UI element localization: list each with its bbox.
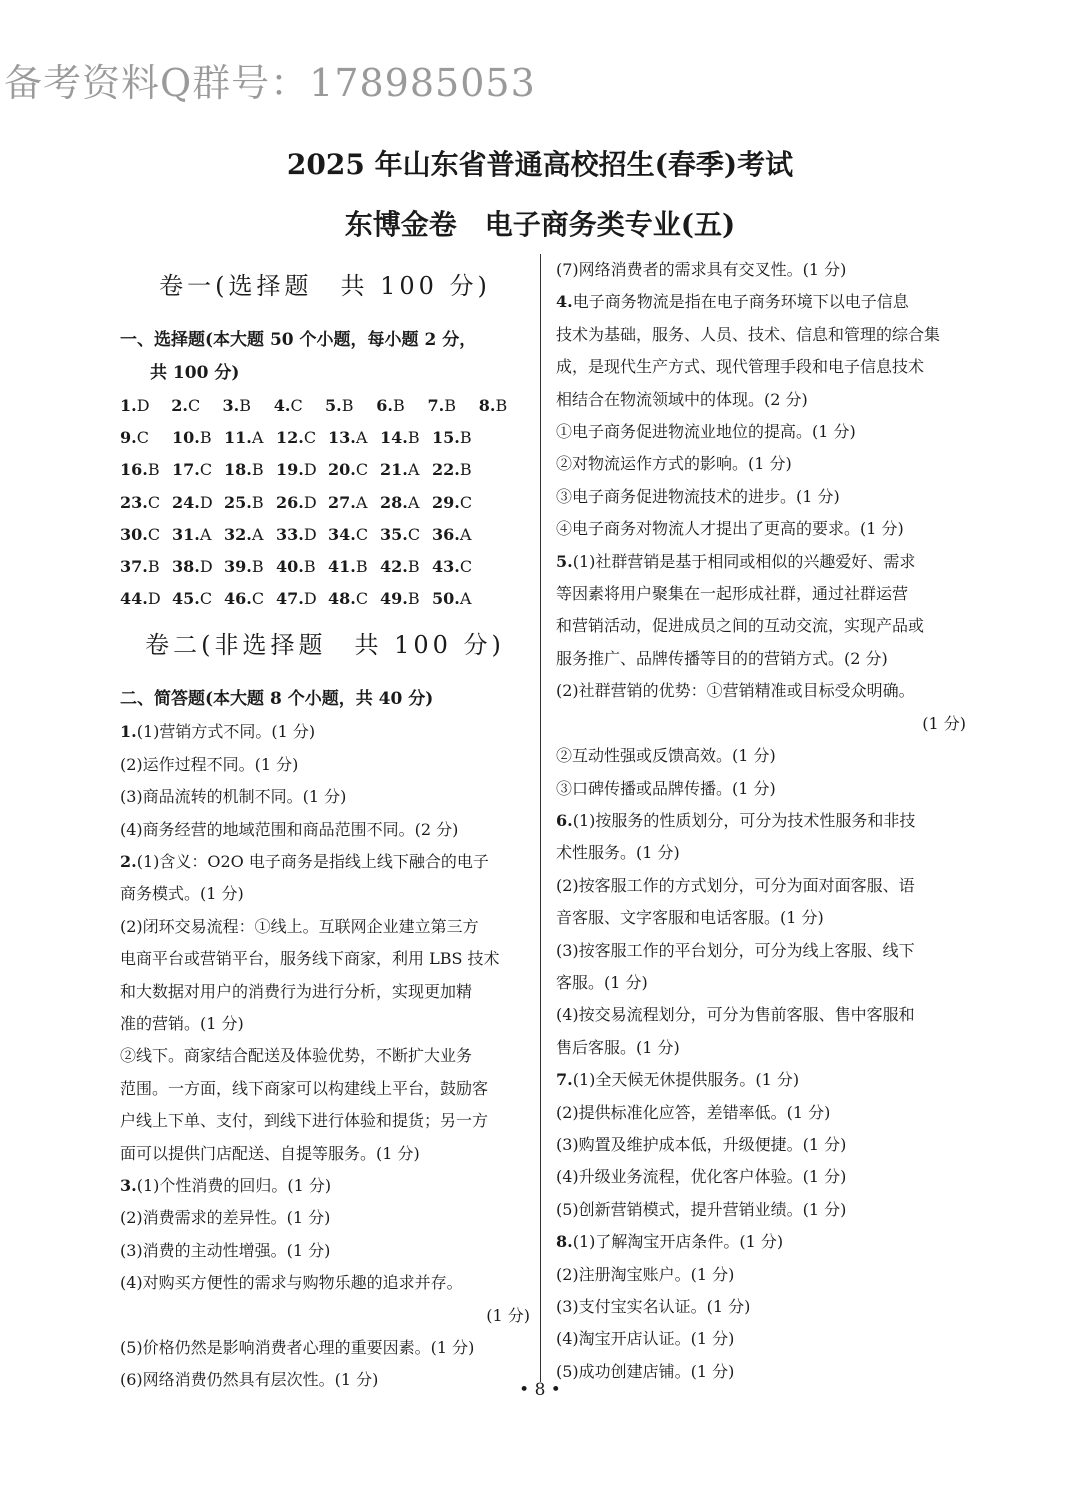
answer-letter: B bbox=[392, 396, 405, 415]
answer-letter: B bbox=[251, 492, 264, 512]
answer-letter: D bbox=[147, 589, 161, 609]
column-divider bbox=[540, 254, 541, 1382]
answer-letter: C bbox=[303, 428, 317, 448]
answer-text: (2)按客服工作的方式划分，可分为面对面客服、语 bbox=[556, 875, 915, 895]
answer-cell bbox=[120, 519, 172, 551]
question-number: 49. bbox=[380, 589, 408, 609]
answer-row bbox=[120, 519, 530, 551]
answer-line bbox=[556, 837, 966, 869]
question-number: 21. bbox=[380, 460, 408, 480]
answer-letter: A bbox=[459, 524, 472, 544]
answer-line bbox=[556, 1064, 966, 1096]
answer-letter: A bbox=[355, 428, 368, 448]
question-number: 1. bbox=[120, 396, 137, 415]
answer-text: (1)全天候无休提供服务。(1 分) bbox=[572, 1070, 800, 1090]
question-number: 8. bbox=[478, 396, 496, 415]
answer-letter: B bbox=[199, 428, 212, 448]
answer-cell bbox=[276, 422, 328, 454]
answer-line bbox=[120, 911, 530, 943]
answer-letter: A bbox=[251, 524, 264, 544]
answer-text: 服务推广、品牌传播等目的的营销方式。(2 分) bbox=[556, 648, 888, 668]
answer-cell bbox=[328, 519, 380, 551]
answer-letter: A bbox=[407, 460, 420, 480]
answer-text: (2)社群营销的优势：①营销精准或目标受众明确。 bbox=[556, 681, 915, 701]
answer-text: (2)闭环交易流程：①线上。互联网企业建立第三方 bbox=[120, 916, 479, 936]
answer-text: (3)商品流转的机制不同。(1 分) bbox=[120, 787, 347, 807]
answer-cell bbox=[224, 551, 276, 583]
left-column bbox=[120, 266, 530, 1397]
question-number: 12. bbox=[276, 428, 304, 448]
answer-line bbox=[120, 1073, 530, 1105]
answer-line bbox=[556, 546, 966, 578]
answer-text: (5)成功创建店铺。(1 分) bbox=[556, 1361, 735, 1381]
answer-letter: B bbox=[251, 556, 264, 576]
answer-line bbox=[120, 749, 530, 781]
answer-text: (4)商务经营的地域范围和商品范围不同。(2 分) bbox=[120, 819, 459, 839]
answer-text: 范围。一方面，线下商家可以构建线上平台，鼓励客 bbox=[120, 1078, 489, 1098]
question-number: 30. bbox=[120, 524, 148, 544]
answer-text: (2)消费需求的差异性。(1 分) bbox=[120, 1208, 331, 1228]
question-number: 15. bbox=[432, 428, 460, 448]
answer-letter: B bbox=[239, 396, 251, 415]
answer-cell bbox=[380, 583, 432, 615]
answer-text: (5)创新营销模式，提升营销业绩。(1 分) bbox=[556, 1199, 847, 1219]
answer-line bbox=[120, 716, 530, 748]
question-number: 27. bbox=[328, 492, 356, 512]
answer-line bbox=[556, 1323, 966, 1355]
answer-line bbox=[120, 1300, 530, 1332]
answer-line bbox=[556, 1129, 966, 1161]
answer-text: 和大数据对用户的消费行为进行分析，实现更加精 bbox=[120, 981, 473, 1001]
question-number: 38. bbox=[172, 556, 200, 576]
question-number: 33. bbox=[276, 524, 304, 544]
answer-cell bbox=[172, 583, 224, 615]
answer-line bbox=[556, 708, 966, 740]
answer-letter: B bbox=[251, 460, 264, 480]
answer-letter: B bbox=[147, 556, 160, 576]
answer-text: ④电子商务对物流人才提出了更高的要求。(1 分) bbox=[556, 519, 904, 539]
answer-row bbox=[120, 583, 530, 615]
answer-line bbox=[120, 781, 530, 813]
answer-line bbox=[556, 286, 966, 318]
answer-cell bbox=[172, 519, 224, 551]
answer-line bbox=[120, 976, 530, 1008]
answer-cell bbox=[224, 583, 276, 615]
answer-letter: D bbox=[303, 589, 317, 609]
answer-cell bbox=[120, 390, 171, 422]
question-number: 4. bbox=[273, 396, 291, 415]
answer-line bbox=[120, 1170, 530, 1202]
answer-text: ①电子商务促进物流业地位的提高。(1 分) bbox=[556, 422, 856, 442]
answer-cell bbox=[328, 454, 380, 486]
answer-line bbox=[556, 999, 966, 1031]
question-number: 48. bbox=[328, 589, 356, 609]
answer-cell bbox=[172, 487, 224, 519]
question-number: 7. bbox=[556, 1070, 573, 1090]
paper2-heading: 卷二(非选择题 共 100 分) bbox=[145, 631, 505, 660]
answer-line bbox=[556, 870, 966, 902]
answer-text: 电子商务物流是指在电子商务环境下以电子信息 bbox=[572, 292, 909, 312]
answer-cell bbox=[432, 551, 484, 583]
answer-letter: B bbox=[444, 396, 456, 415]
answer-letter: D bbox=[199, 492, 213, 512]
question-number: 20. bbox=[328, 460, 356, 480]
answer-text: (3)按客服工作的平台划分，可分为线上客服、线下 bbox=[556, 940, 915, 960]
answer-cell bbox=[224, 454, 276, 486]
answer-cell bbox=[120, 454, 172, 486]
answer-cell bbox=[120, 422, 172, 454]
answer-line bbox=[556, 967, 966, 999]
question-number: 11. bbox=[224, 428, 252, 448]
page-number: • 8 • bbox=[519, 1380, 561, 1400]
answer-cell bbox=[120, 583, 172, 615]
answer-cell bbox=[172, 551, 224, 583]
answer-text: (1 分) bbox=[922, 713, 966, 733]
answer-text: (2)注册淘宝账户。(1 分) bbox=[556, 1264, 735, 1284]
answer-row bbox=[120, 454, 530, 486]
answer-text: (1)按服务的性质划分，可分为技术性服务和非技 bbox=[572, 810, 916, 830]
answer-line bbox=[556, 935, 966, 967]
question-number: 35. bbox=[380, 524, 408, 544]
answer-letter: B bbox=[459, 428, 472, 448]
answer-cell bbox=[376, 390, 427, 422]
answer-text: (5)价格仍然是影响消费者心理的重要因素。(1 分) bbox=[120, 1338, 475, 1358]
answer-line bbox=[556, 578, 966, 610]
paper1-heading: 卷一(选择题 共 100 分) bbox=[159, 272, 491, 300]
answer-letter: B bbox=[303, 556, 316, 576]
answer-line bbox=[556, 1194, 966, 1226]
answer-line bbox=[556, 805, 966, 837]
answer-letter: A bbox=[199, 524, 212, 544]
answer-cell bbox=[380, 551, 432, 583]
exam-title: 2025 年山东省普通高校招生(春季)考试 bbox=[286, 148, 794, 181]
answer-cell bbox=[380, 519, 432, 551]
answer-text: 商务模式。(1 分) bbox=[120, 884, 244, 904]
question-number: 5. bbox=[325, 396, 342, 415]
answer-line bbox=[556, 1259, 966, 1291]
answer-cell bbox=[380, 454, 432, 486]
answer-line bbox=[556, 1226, 966, 1258]
answer-cell bbox=[432, 422, 484, 454]
answer-text: ②互动性强或反馈高效。(1 分) bbox=[556, 746, 776, 766]
answer-cell bbox=[380, 487, 432, 519]
answer-letter: B bbox=[341, 396, 354, 415]
answer-cell bbox=[328, 487, 380, 519]
answer-line bbox=[120, 1105, 530, 1137]
question-number: 2. bbox=[171, 396, 188, 415]
answer-text: 和营销活动，促进成员之间的互动交流，实现产品或 bbox=[556, 616, 925, 636]
answer-cell bbox=[276, 551, 328, 583]
answer-letter: D bbox=[303, 460, 317, 480]
question-number: 23. bbox=[120, 492, 148, 512]
answer-text: (4)对购买方便性的需求与购物乐趣的追求并存。 bbox=[120, 1273, 463, 1293]
answer-cell bbox=[428, 390, 479, 422]
answer-line bbox=[120, 846, 530, 878]
right-column bbox=[556, 254, 966, 1388]
question-number: 17. bbox=[172, 460, 200, 480]
answer-text: 售后客服。(1 分) bbox=[556, 1037, 680, 1057]
answer-letter: C bbox=[199, 460, 213, 480]
question-number: 29. bbox=[432, 492, 460, 512]
answer-line bbox=[556, 1291, 966, 1323]
question-number: 1. bbox=[120, 722, 137, 742]
answer-text: 技术为基础，服务、人员、技术、信息和管理的综合集 bbox=[556, 324, 941, 344]
question-number: 10. bbox=[172, 428, 200, 448]
answer-line bbox=[120, 1040, 530, 1072]
answer-line bbox=[120, 1202, 530, 1234]
question-number: 50. bbox=[432, 589, 460, 609]
answer-text: (4)淘宝开店认证。(1 分) bbox=[556, 1329, 735, 1349]
answer-cell bbox=[328, 583, 380, 615]
answer-cell bbox=[328, 422, 380, 454]
answer-letter: C bbox=[355, 524, 369, 544]
answer-letter: C bbox=[290, 396, 303, 415]
choice-section-title bbox=[120, 324, 530, 390]
short-answer-section-title: 二、简答题(本大题 8 个小题，共 40 分) bbox=[120, 689, 434, 710]
answer-text: (1)社群营销是基于相同或相似的兴趣爱好、需求 bbox=[572, 551, 916, 571]
answer-letter: C bbox=[251, 589, 265, 609]
left-answer-lines bbox=[120, 716, 530, 1397]
answer-cell bbox=[171, 390, 222, 422]
answer-letter: C bbox=[459, 492, 473, 512]
answer-letter: A bbox=[251, 428, 264, 448]
answer-cell bbox=[276, 583, 328, 615]
answer-letter: A bbox=[459, 589, 472, 609]
answer-text: (4)升级业务流程，优化客户体验。(1 分) bbox=[556, 1167, 847, 1187]
question-number: 3. bbox=[120, 1176, 137, 1195]
answer-line bbox=[556, 1161, 966, 1193]
answer-line bbox=[556, 319, 966, 351]
question-number: 26. bbox=[276, 492, 304, 512]
answer-line bbox=[556, 1097, 966, 1129]
answer-text: ③电子商务促进物流技术的进步。(1 分) bbox=[556, 486, 840, 506]
answer-text: 面可以提供门店配送、自提等服务。(1 分) bbox=[120, 1143, 420, 1163]
answer-cell bbox=[432, 487, 484, 519]
question-number: 9. bbox=[120, 428, 137, 448]
answer-cell bbox=[274, 390, 325, 422]
answer-text: 准的营销。(1 分) bbox=[120, 1013, 244, 1033]
question-number: 46. bbox=[224, 589, 252, 609]
answer-letter: A bbox=[407, 492, 420, 512]
answer-line bbox=[556, 351, 966, 383]
answer-letter: B bbox=[147, 460, 160, 480]
question-number: 28. bbox=[380, 492, 408, 512]
answer-cell bbox=[276, 487, 328, 519]
answer-row bbox=[120, 422, 530, 454]
answer-text: (3)支付宝实名认证。(1 分) bbox=[556, 1297, 751, 1316]
question-number: 22. bbox=[432, 460, 460, 480]
answer-text: (2)运作过程不同。(1 分) bbox=[120, 754, 299, 774]
answer-line bbox=[556, 643, 966, 675]
answer-letter: C bbox=[355, 589, 369, 609]
question-number: 36. bbox=[432, 524, 460, 544]
answer-line bbox=[556, 902, 966, 934]
answer-letter: B bbox=[407, 428, 420, 448]
answer-cell bbox=[479, 390, 530, 422]
answer-line bbox=[120, 943, 530, 975]
question-number: 44. bbox=[120, 589, 148, 609]
answer-line bbox=[556, 448, 966, 480]
answer-letter: C bbox=[459, 556, 473, 576]
answer-text: (4)按交易流程划分，可分为售前客服、售中客服和 bbox=[556, 1005, 915, 1025]
answer-line bbox=[556, 254, 966, 286]
answer-text: 术性服务。(1 分) bbox=[556, 843, 680, 863]
question-number: 4. bbox=[556, 292, 573, 312]
answer-text: ②线下。商家结合配送及体验优势，不断扩大业务 bbox=[120, 1046, 473, 1066]
answer-line bbox=[556, 513, 966, 545]
answer-line bbox=[556, 740, 966, 772]
question-number: 32. bbox=[224, 524, 252, 544]
answer-text: 客服。(1 分) bbox=[556, 972, 648, 992]
answer-line bbox=[556, 416, 966, 448]
question-number: 19. bbox=[276, 460, 304, 480]
answer-line bbox=[556, 384, 966, 416]
answer-cell bbox=[224, 519, 276, 551]
answer-line bbox=[556, 675, 966, 707]
answer-cell bbox=[432, 519, 484, 551]
question-number: 6. bbox=[376, 396, 393, 415]
answer-cell bbox=[120, 487, 172, 519]
answer-letter: C bbox=[187, 396, 201, 415]
answer-letter: B bbox=[459, 460, 472, 480]
answer-letter: D bbox=[199, 556, 213, 576]
question-number: 42. bbox=[380, 556, 408, 576]
answer-cell bbox=[380, 422, 432, 454]
answer-text: (1 分) bbox=[486, 1305, 530, 1325]
answer-letter: C bbox=[199, 589, 213, 609]
answer-row bbox=[120, 487, 530, 519]
answer-text: 电商平台或营销平台，服务线下商家，利用 LBS 技术 bbox=[120, 949, 500, 969]
answer-cell bbox=[432, 454, 484, 486]
question-number: 31. bbox=[172, 524, 200, 544]
answer-cell bbox=[172, 454, 224, 486]
answer-text: (1)个性消费的回归。(1 分) bbox=[136, 1176, 332, 1195]
answer-line bbox=[120, 814, 530, 846]
answer-text: 相结合在物流领域中的体现。(2 分) bbox=[556, 389, 808, 409]
exam-subtitle: 东博金卷 电子商务类专业(五) bbox=[344, 208, 736, 241]
answer-cell bbox=[224, 422, 276, 454]
question-number: 40. bbox=[276, 556, 304, 576]
answer-cell bbox=[325, 390, 376, 422]
answer-letter: D bbox=[136, 396, 150, 415]
answer-text: ②对物流运作方式的影响。(1 分) bbox=[556, 454, 792, 474]
answer-line bbox=[120, 1235, 530, 1267]
answer-letter: B bbox=[407, 556, 420, 576]
answer-letter: C bbox=[147, 524, 161, 544]
question-number: 2. bbox=[120, 851, 137, 871]
answer-cell bbox=[120, 551, 172, 583]
header-watermark-note: 备考资料Q群号：178985053 bbox=[4, 61, 536, 105]
answer-line bbox=[556, 773, 966, 805]
answer-text: (1)了解淘宝开店条件。(1 分) bbox=[572, 1232, 784, 1252]
answer-letter: C bbox=[407, 524, 421, 544]
answer-letter: A bbox=[355, 492, 368, 512]
answer-line bbox=[120, 878, 530, 910]
answer-cell bbox=[432, 583, 484, 615]
question-number: 18. bbox=[224, 460, 252, 480]
question-number: 47. bbox=[276, 589, 304, 609]
question-number: 6. bbox=[556, 810, 573, 830]
question-number: 45. bbox=[172, 589, 200, 609]
answer-cell bbox=[223, 390, 274, 422]
question-number: 5. bbox=[556, 551, 573, 571]
answer-text: 户线上下单、支付，到线下进行体验和提货；另一方 bbox=[120, 1111, 489, 1131]
answer-letter: C bbox=[355, 460, 369, 480]
answer-letter: B bbox=[407, 589, 420, 609]
answer-text: (7)网络消费者的需求具有交叉性。(1 分) bbox=[556, 260, 847, 279]
right-answer-lines bbox=[556, 254, 966, 1388]
choice-section-title-line2: 共 100 分) bbox=[150, 363, 240, 383]
answer-text: (3)消费的主动性增强。(1 分) bbox=[120, 1240, 331, 1260]
answer-cell bbox=[224, 487, 276, 519]
question-number: 14. bbox=[380, 428, 408, 448]
answer-text: (1)含义：O2O 电子商务是指线上线下融合的电子 bbox=[136, 851, 489, 871]
answer-text: (3)购置及维护成本低，升级便捷。(1 分) bbox=[556, 1134, 847, 1154]
question-number: 13. bbox=[328, 428, 356, 448]
question-number: 16. bbox=[120, 460, 148, 480]
answer-letter: D bbox=[303, 524, 317, 544]
choice-section-title-line1: 一、选择题(本大题 50 个小题，每小题 2 分， bbox=[120, 330, 477, 350]
answer-text: 等因素将用户聚集在一起形成社群，通过社群运营 bbox=[556, 584, 909, 604]
answer-line bbox=[556, 1032, 966, 1064]
question-number: 7. bbox=[427, 396, 445, 415]
answer-cell bbox=[276, 519, 328, 551]
answer-cell bbox=[328, 551, 380, 583]
answer-line bbox=[120, 1008, 530, 1040]
answer-cell bbox=[276, 454, 328, 486]
answer-line bbox=[120, 1138, 530, 1170]
question-number: 39. bbox=[224, 556, 252, 576]
answer-text: ③口碑传播或品牌传播。(1 分) bbox=[556, 778, 776, 798]
answer-line bbox=[120, 1267, 530, 1299]
answer-text: 成，是现代生产方式、现代管理手段和电子信息技术 bbox=[556, 357, 925, 377]
answer-letter: D bbox=[303, 492, 317, 512]
answer-cell bbox=[172, 422, 224, 454]
answer-letter: B bbox=[495, 396, 508, 415]
question-number: 43. bbox=[432, 556, 460, 576]
question-number: 3. bbox=[222, 396, 240, 415]
answer-row bbox=[120, 390, 530, 422]
answer-text: (6)网络消费仍然具有层次性。(1 分) bbox=[120, 1370, 379, 1390]
question-number: 41. bbox=[328, 556, 356, 576]
answer-text: (2)提供标准化应答，差错率低。(1 分) bbox=[556, 1102, 831, 1122]
answer-line bbox=[120, 1332, 530, 1364]
question-number: 34. bbox=[328, 524, 356, 544]
answer-grid bbox=[120, 390, 530, 615]
answer-line bbox=[556, 610, 966, 642]
answer-letter: C bbox=[136, 428, 149, 448]
answer-letter: C bbox=[147, 492, 161, 512]
question-number: 37. bbox=[120, 556, 148, 576]
answer-text: (1)营销方式不同。(1 分) bbox=[136, 722, 316, 742]
question-number: 8. bbox=[556, 1232, 573, 1252]
answer-text: 音客服、文字客服和电话客服。(1 分) bbox=[556, 908, 824, 928]
answer-row bbox=[120, 551, 530, 583]
question-number: 24. bbox=[172, 492, 200, 512]
answer-letter: B bbox=[355, 556, 368, 576]
question-number: 25. bbox=[224, 492, 252, 512]
answer-line bbox=[556, 481, 966, 513]
